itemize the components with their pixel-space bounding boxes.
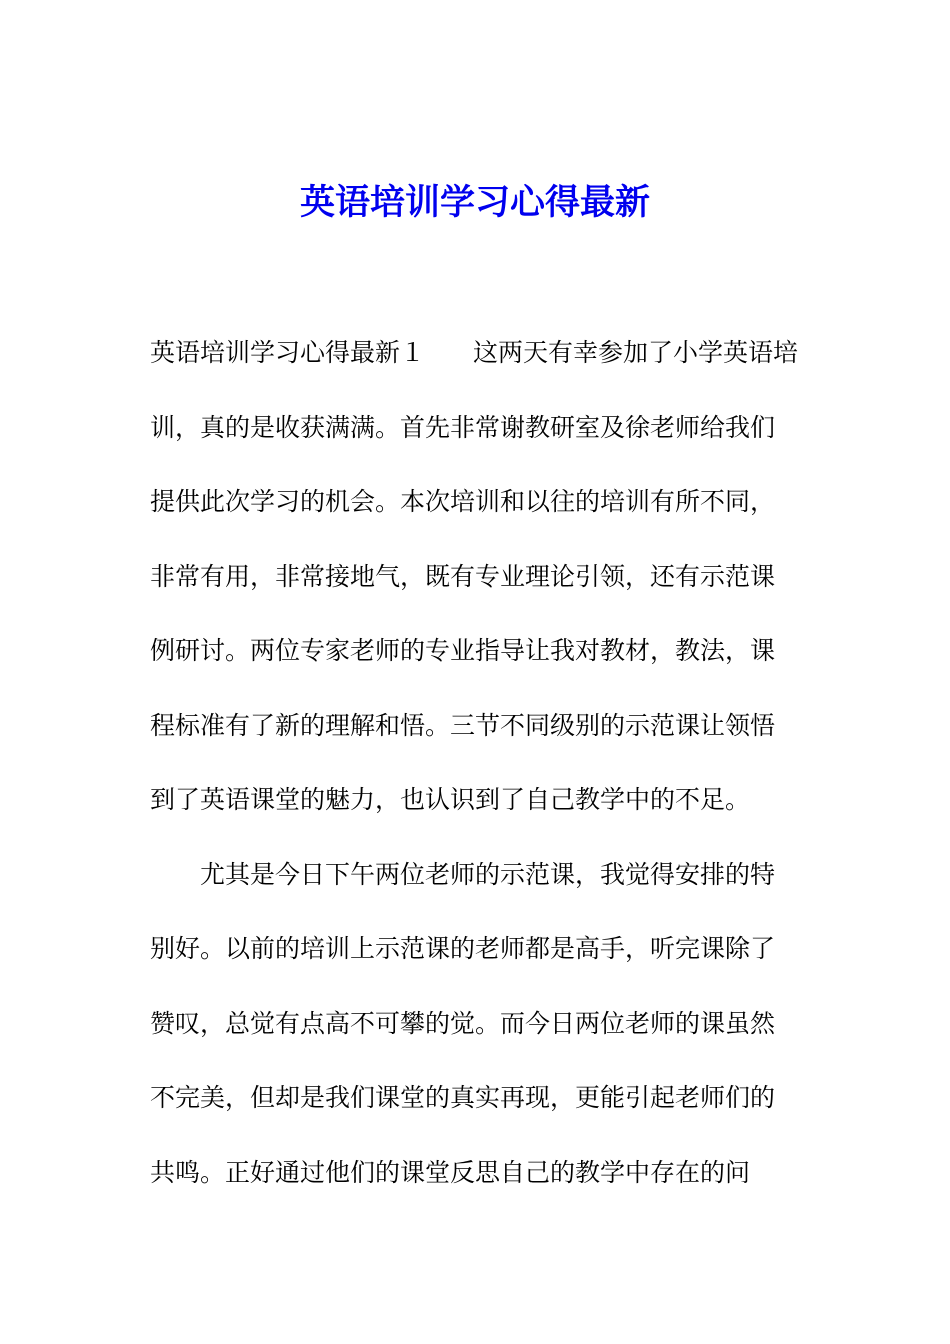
paragraph-1-line-6: 程标准有了新的理解和悟。三节不同级别的示范课让领悟: [150, 710, 776, 740]
section-heading: 英语培训学习心得最新１: [150, 338, 426, 367]
paragraph-2-line-4: 不完美，但却是我们课堂的真实再现，更能引起老师们的: [150, 1083, 776, 1112]
paragraph-1-line-5: 例研讨。两位专家老师的专业指导让我对教材，教法，课: [150, 636, 776, 665]
document-body: [150, 328, 810, 1222]
paragraph-2-line-3: 赞叹，总觉有点高不可攀的觉。而今日两位老师的课虽然: [150, 1008, 776, 1038]
paragraph-1-line-7: 到了英语课堂的魅力，也认识到了自己教学中的不足。: [150, 785, 751, 814]
document-title: 英语培训学习心得最新: [299, 182, 650, 223]
paragraph-2-line-1: 尤其是今日下午两位老师的示范课，我觉得安排的特: [200, 859, 776, 889]
paragraph-1-line-4: 非常有用，非常接地气，既有专业理论引领，还有示范课: [150, 561, 776, 591]
paragraph-1-opening: 这两天有幸参加了小学英语培: [473, 338, 799, 367]
paragraph-2-line-5: 共鸣。正好通过他们的课堂反思自己的教学中存在的问: [150, 1157, 751, 1187]
paragraph-2-line-2: 别好。以前的培训上示范课的老师都是高手，听完课除了: [150, 934, 776, 963]
paragraph-1-line-1: [150, 328, 810, 403]
paragraph-1-line-3: 提供此次学习的机会。本次培训和以往的培训有所不同，: [150, 487, 776, 516]
paragraph-1-line-2: 训，真的是收获满满。首先非常谢教研室及徐老师给我们: [150, 412, 776, 442]
